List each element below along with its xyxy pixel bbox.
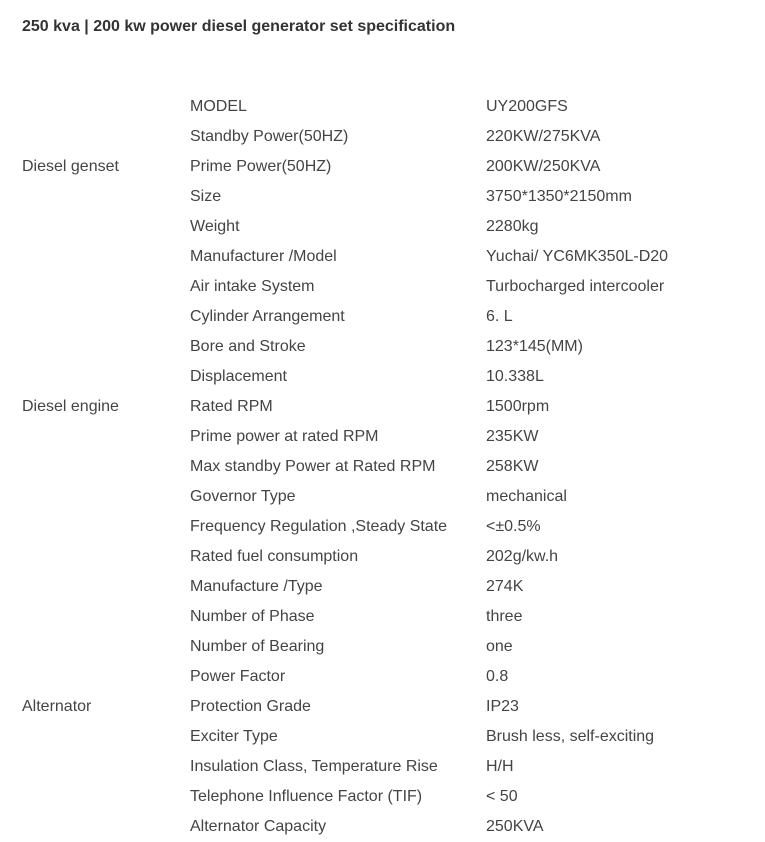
row-parameter: Number of Bearing xyxy=(190,638,325,655)
row-value: <±0.5% xyxy=(486,518,541,535)
row-value: 200KW/250KVA xyxy=(486,158,601,175)
table-row xyxy=(22,632,742,662)
row-value: three xyxy=(486,608,523,625)
table-row xyxy=(22,812,742,842)
row-parameter: Displacement xyxy=(190,368,287,385)
row-value: < 50 xyxy=(486,788,518,805)
table-row xyxy=(22,782,742,812)
table-row xyxy=(22,272,742,302)
row-value: mechanical xyxy=(486,488,567,505)
row-group-label: Diesel genset xyxy=(22,158,119,175)
row-value: 274K xyxy=(486,578,524,595)
row-parameter: Alternator Capacity xyxy=(190,818,327,835)
row-parameter: Air intake System xyxy=(190,278,315,295)
row-value: 250KVA xyxy=(486,818,544,835)
row-value: 1500rpm xyxy=(486,398,550,415)
row-value: H/H xyxy=(486,758,514,775)
row-value: Brush less, self-exciting xyxy=(486,728,655,745)
page-title: 250 kva | 200 kw power diesel generator set specification xyxy=(22,18,456,35)
row-parameter: Rated fuel consumption xyxy=(190,548,359,565)
row-parameter: Telephone Influence Factor (TIF) xyxy=(190,788,423,805)
table-row xyxy=(22,332,742,362)
row-group-label: Diesel engine xyxy=(22,398,119,415)
table-row xyxy=(22,752,742,782)
row-value: Turbocharged intercooler xyxy=(486,278,665,295)
row-parameter: Protection Grade xyxy=(190,698,311,715)
table-row xyxy=(22,362,742,392)
row-value: 235KW xyxy=(486,428,539,445)
table-row xyxy=(22,512,742,542)
table-row xyxy=(22,542,742,572)
row-value: 6. L xyxy=(486,308,513,325)
row-parameter: Frequency Regulation ,Steady State xyxy=(190,518,448,535)
row-parameter: Manufacture /Type xyxy=(190,578,323,595)
row-parameter: Governor Type xyxy=(190,488,296,505)
row-parameter: Power Factor xyxy=(190,668,286,685)
row-value: 2280kg xyxy=(486,218,539,235)
table-row xyxy=(22,722,742,752)
table-row xyxy=(22,122,742,152)
row-value: 258KW xyxy=(486,458,539,475)
row-parameter: Prime Power(50HZ) xyxy=(190,158,332,175)
table-row xyxy=(22,92,742,122)
row-parameter: Standby Power(50HZ) xyxy=(190,128,349,145)
table-row xyxy=(22,572,742,602)
table-row xyxy=(22,662,742,692)
row-parameter: Max standby Power at Rated RPM xyxy=(190,458,436,475)
row-parameter: Number of Phase xyxy=(190,608,315,625)
row-value: 3750*1350*2150mm xyxy=(486,188,632,205)
table-row xyxy=(22,422,742,452)
row-value: 10.338L xyxy=(486,368,544,385)
row-value: 0.8 xyxy=(486,668,509,685)
row-parameter: Manufacturer /Model xyxy=(190,248,337,265)
table-row xyxy=(22,212,742,242)
table-row xyxy=(22,302,742,332)
row-value: UY200GFS xyxy=(486,98,568,115)
table-row xyxy=(22,692,742,722)
row-parameter: Rated RPM xyxy=(190,398,273,415)
spec-table xyxy=(22,92,742,842)
table-row xyxy=(22,482,742,512)
table-row xyxy=(22,152,742,182)
row-value: Yuchai/ YC6MK350L-D20 xyxy=(486,248,669,265)
row-value: one xyxy=(486,638,513,655)
row-value: IP23 xyxy=(486,698,519,715)
row-parameter: Size xyxy=(190,188,222,205)
row-parameter: Cylinder Arrangement xyxy=(190,308,345,325)
row-parameter: MODEL xyxy=(190,98,247,115)
table-row xyxy=(22,242,742,272)
row-value: 123*145(MM) xyxy=(486,338,583,355)
row-parameter: Insulation Class, Temperature Rise xyxy=(190,758,438,775)
row-value: 202g/kw.h xyxy=(486,548,559,565)
row-parameter: Bore and Stroke xyxy=(190,338,306,355)
row-parameter: Prime power at rated RPM xyxy=(190,428,379,445)
table-row xyxy=(22,392,742,422)
table-row xyxy=(22,182,742,212)
row-parameter: Weight xyxy=(190,218,240,235)
row-value: 220KW/275KVA xyxy=(486,128,601,145)
row-parameter: Exciter Type xyxy=(190,728,278,745)
row-group-label: Alternator xyxy=(22,698,92,715)
table-row xyxy=(22,452,742,482)
table-row xyxy=(22,602,742,632)
